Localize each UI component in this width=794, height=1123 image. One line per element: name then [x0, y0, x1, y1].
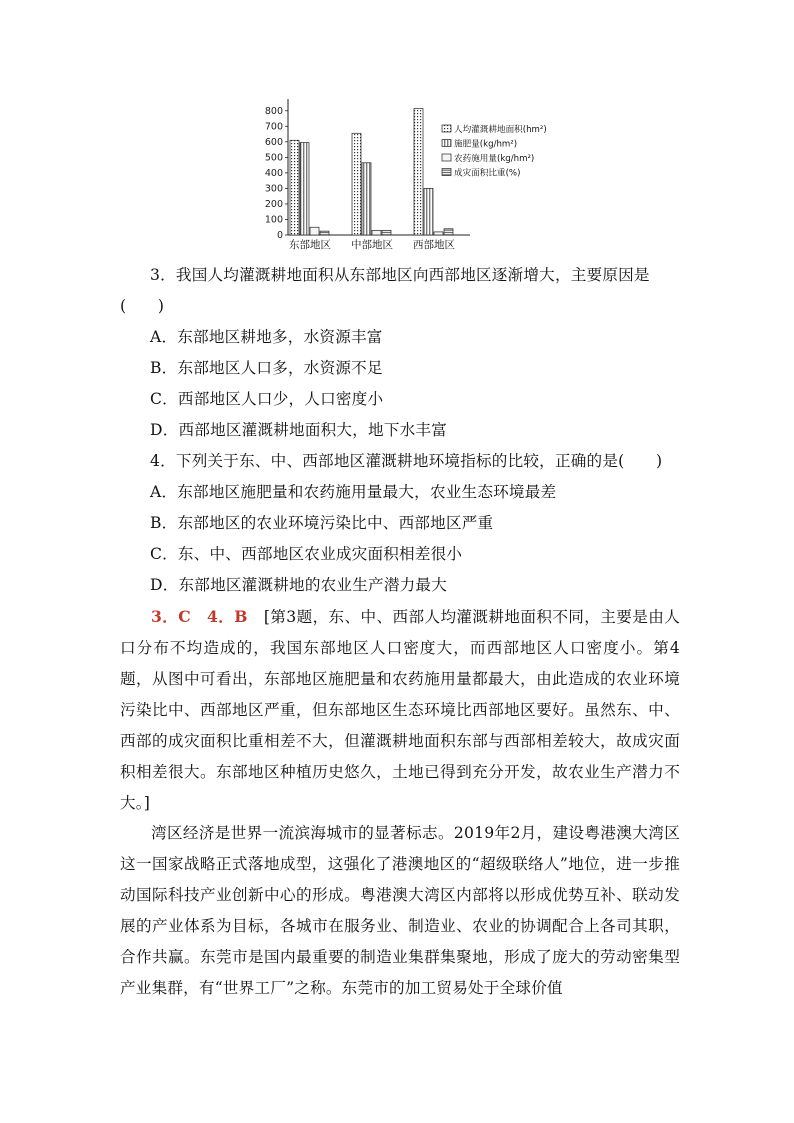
legend-label-1: 人均灌溉耕地面积(hm²) [454, 125, 547, 135]
bar-2-3 [424, 188, 433, 235]
bar-2-2 [362, 163, 371, 235]
y-tick-label: 100 [264, 214, 283, 226]
legend-label-2: 施肥量(kg/hm²) [454, 139, 518, 150]
q4-option-c: C．东、中、西部地区农业成灾面积相差很小 [150, 545, 463, 563]
y-tick-label: 0 [276, 230, 283, 242]
y-tick-label: 700 [264, 121, 283, 133]
y-tick-label: 400 [264, 168, 283, 180]
q3-stem-line1: 3．我国人均灌溉耕地面积从东部地区向西部地区逐渐增大，主要原因是 [150, 266, 650, 284]
legend-label-4: 成灾面积比重(%) [454, 168, 521, 179]
bar-chart [258, 95, 588, 255]
q4-option-a: A．东部地区施肥量和农药施用量最大，农业生态环境最差 [150, 483, 557, 501]
answer-explanation: [第3题，东、中、西部人均灌溉耕地面积不同，主要是由人口分布不均造成的，我国东部地区人口密度大，而西部地区人口密度小。第4题，从图中可看出，东部地区施肥量和农药施用量都最大，由此造成的农业环境污染比中、西部地区严重，但东部地区生态环境比西部地区要好。虽然东、中、西部的成灾面积比重相差不大，但灌溉耕地面积东部与西部相差较大，故成灾面积相差很大。东部地区种植历史悠久，土地已得到充分开发，故农业生产潜力不大。] [120, 608, 681, 812]
passage-text: 湾区经济是世界一流滨海城市的显著标志。2019年2月，建设粤港澳大湾区这一国家战略正式落地成型，这强化了港澳地区的“超级联络人”地位，进一步推动国际科技产业创新中心的形成。粤港澳大湾区内部将以形成优势互补、联动发展的产业体系为目标，各城市在服务业、制造业、农业的协调配合上各司其职，合作共赢。东莞市是国内最重要的制造业集群集聚地，形成了庞大的劳动密集型产业集群，有“世界工厂”之称。东莞市的加工贸易处于全球价值 [120, 824, 680, 997]
bar-1-2 [352, 133, 361, 235]
q3-option-b: B．东部地区人口多，水资源不足 [150, 359, 383, 377]
legend-label-3: 农药施用量(kg/hm²) [454, 154, 535, 164]
bar-1-3 [414, 108, 423, 235]
q3-option-c: C．西部地区人口少，人口密度小 [150, 390, 384, 408]
q4-option-d: D．东部地区灌溉耕地的农业生产潜力最大 [150, 576, 447, 594]
y-tick-label: 600 [264, 137, 283, 149]
bar-4-1 [320, 231, 329, 235]
bar-chart-svg [258, 95, 588, 255]
legend-swatch-4 [442, 169, 451, 176]
q3-stem-line2: ( ) [120, 297, 165, 315]
y-tick-label: 200 [264, 199, 283, 211]
q4-option-b: B．东部地区的农业环境污染比中、西部地区严重 [150, 514, 494, 532]
legend-swatch-2 [442, 140, 451, 147]
bar-2-1 [300, 143, 309, 235]
answer-block [120, 601, 680, 819]
category-label: 中部地区 [351, 239, 393, 251]
bar-4-2 [382, 230, 391, 235]
answer-key: 3．C 4．B [151, 607, 248, 626]
y-tick-label: 800 [264, 105, 283, 117]
q3-option-a: A．东部地区耕地多，水资源丰富 [150, 328, 383, 346]
bar-1-1 [290, 140, 299, 235]
q3-option-d: D．西部地区灌溉耕地面积大，地下水丰富 [150, 421, 447, 439]
y-tick-label: 500 [264, 152, 283, 164]
bar-3-3 [434, 232, 443, 235]
legend-swatch-3 [442, 154, 451, 161]
category-label: 东部地区 [289, 239, 331, 251]
legend-swatch-1 [442, 125, 451, 132]
y-tick-label: 300 [264, 183, 283, 195]
bar-3-2 [372, 230, 381, 235]
q4-stem: 4．下列关于东、中、西部地区灌溉耕地环境指标的比较，正确的是( ) [150, 452, 663, 470]
bar-3-1 [310, 227, 319, 235]
category-label: 西部地区 [413, 239, 455, 251]
bar-4-3 [444, 229, 453, 235]
